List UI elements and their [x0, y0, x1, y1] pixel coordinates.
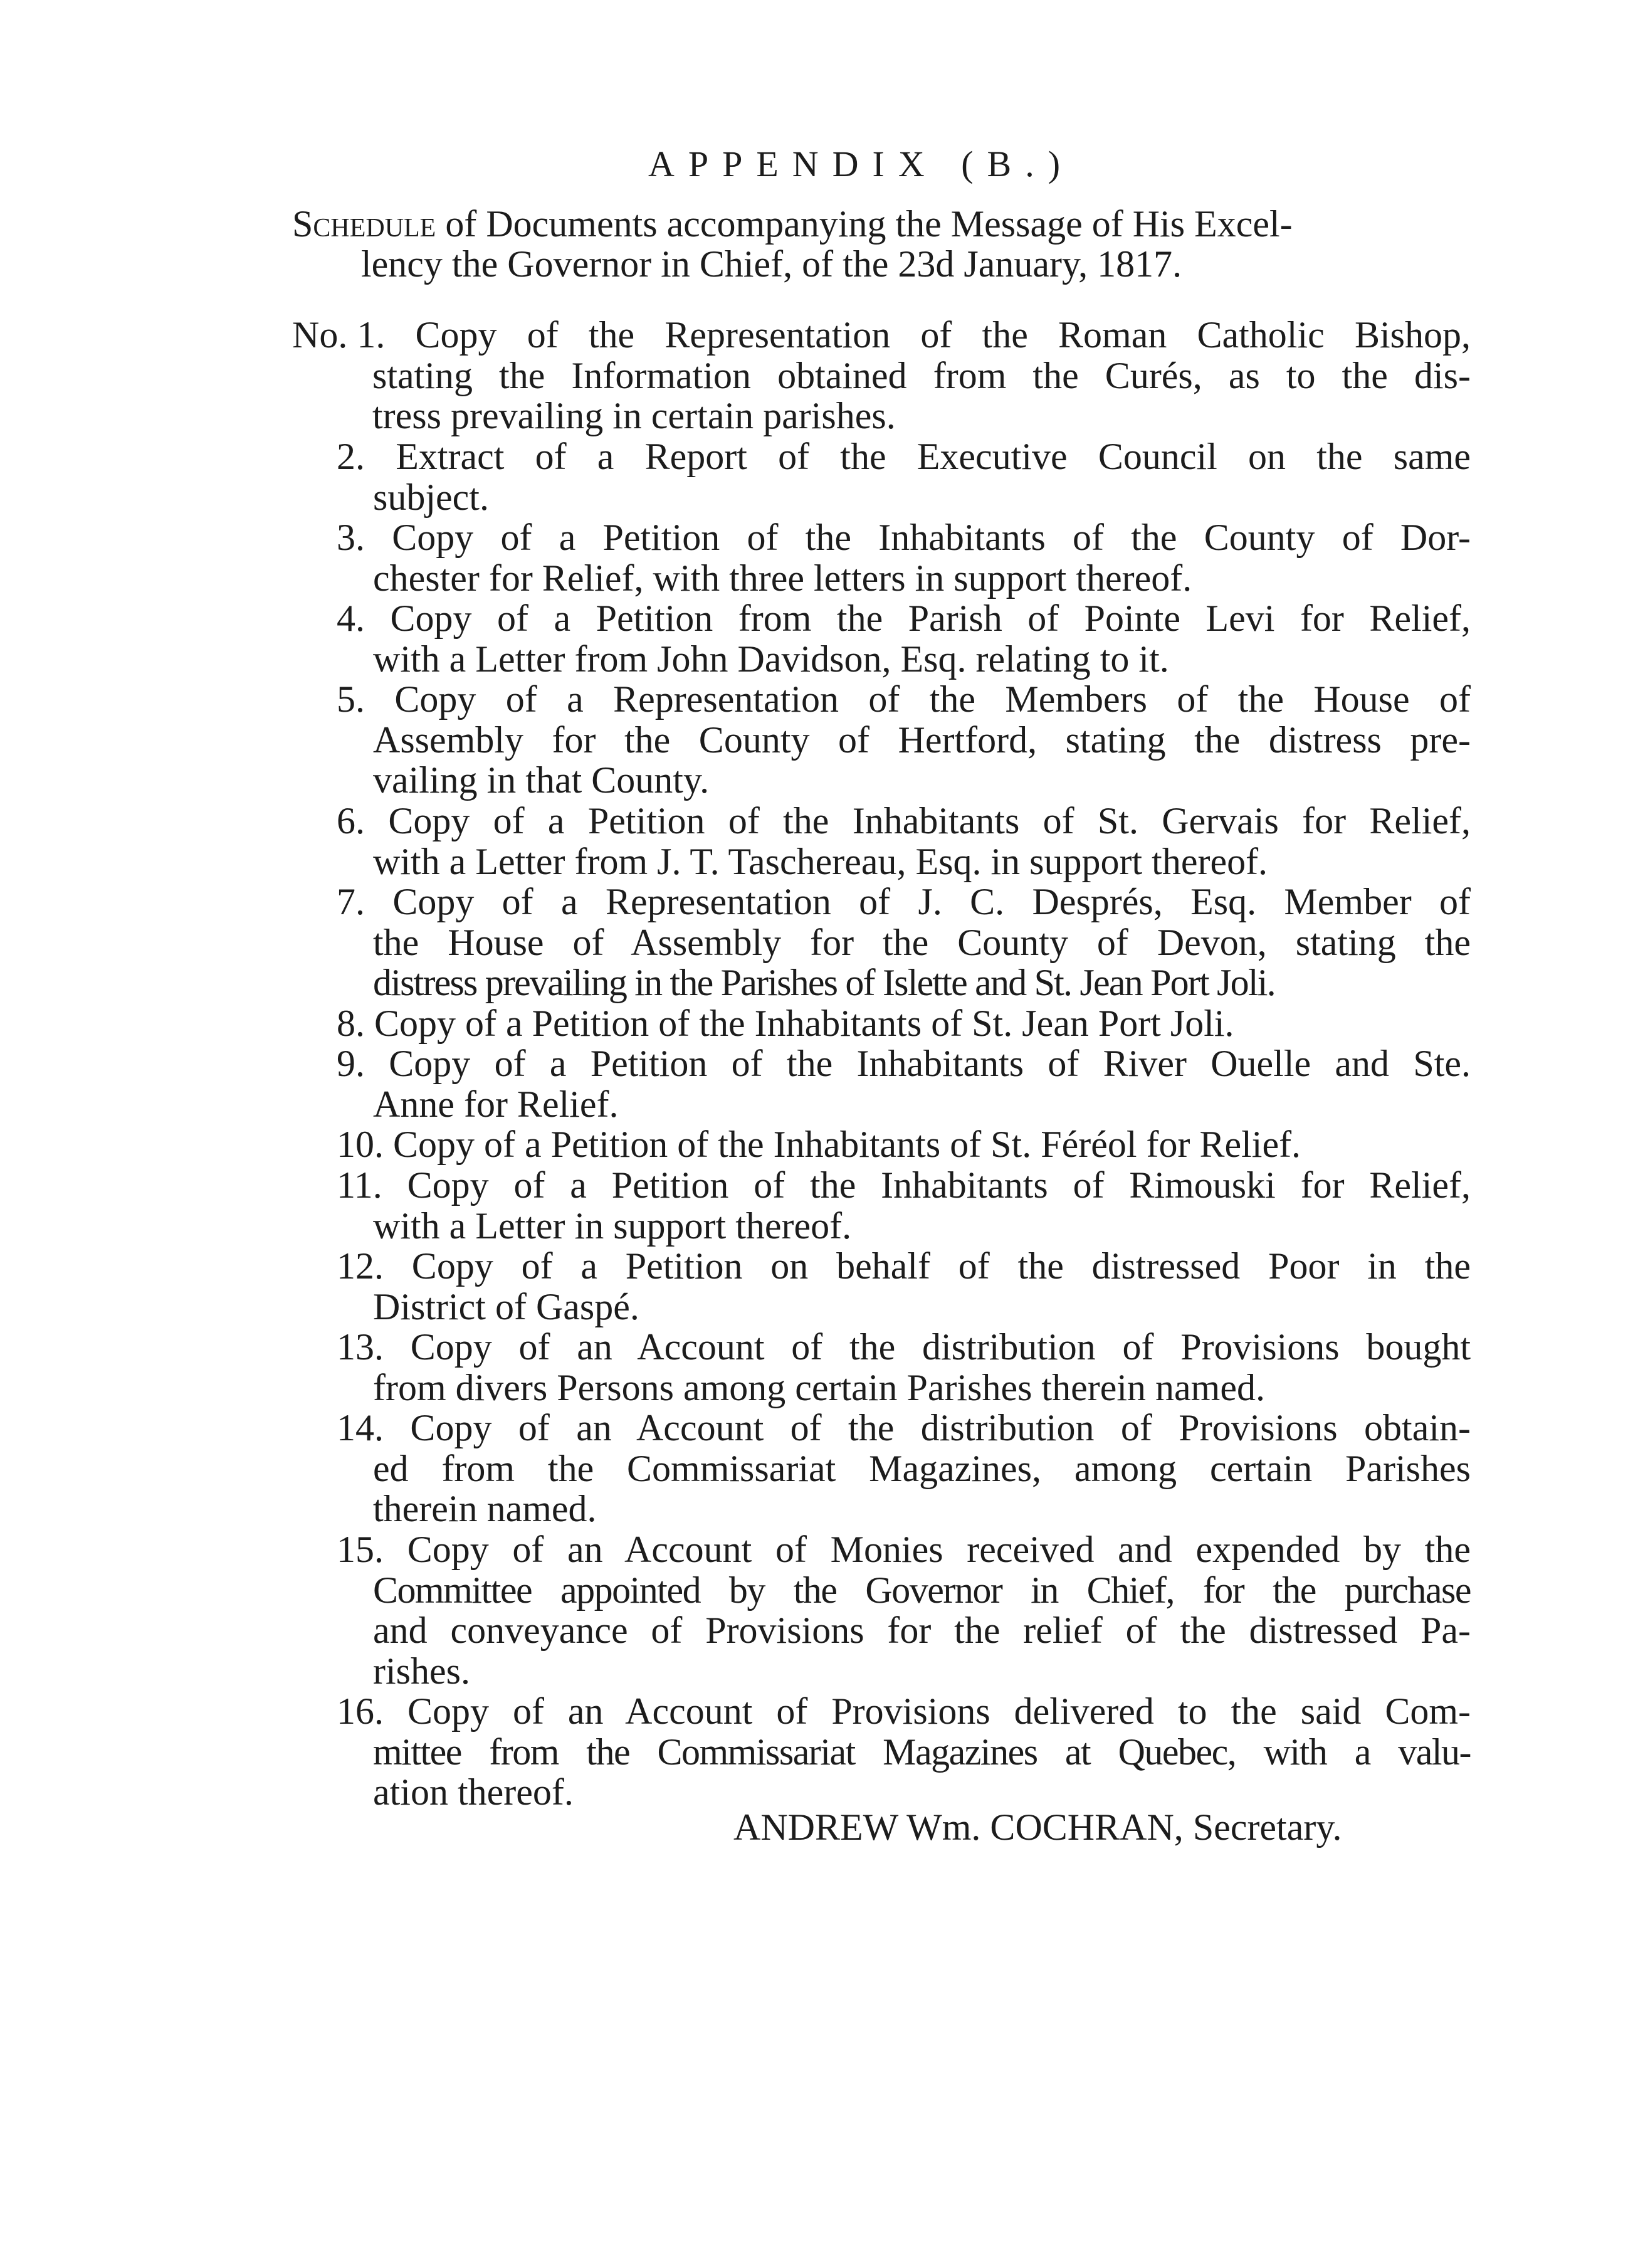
item-line: Anne for Relief. — [373, 1083, 619, 1125]
schedule-item-12 — [337, 1246, 1471, 1327]
item-line — [337, 1043, 1471, 1084]
item-number: 4. — [337, 598, 365, 639]
schedule-item-9 — [337, 1043, 1471, 1124]
item-line: distress prevailing in the Parishes of Islette and St. Jean Port Joli. — [373, 962, 1275, 1003]
item-line: chester for Relief, with three letters in support thereof. — [373, 557, 1192, 599]
item-line — [337, 882, 1471, 922]
schedule-item-7 — [337, 882, 1471, 1003]
item-text: Copy of an Account of Monies received and expended by the — [407, 1529, 1471, 1570]
item-number: 12. — [337, 1245, 384, 1287]
schedule-item-2 — [337, 436, 1471, 517]
schedule-heading — [292, 204, 1471, 284]
item-line: the House of Assembly for the County of Devon, stating the — [373, 921, 1471, 963]
item-text: Copy of a Petition of the Inhabitants of Rimouski for Relief, — [407, 1164, 1471, 1206]
schedule-line-1 — [292, 204, 1471, 244]
item-text: Copy of a Representation of the Members of the House of — [394, 678, 1471, 720]
appendix-title: APPENDIX (B.) — [648, 144, 1074, 184]
item-text: Copy of a Petition of the Inhabitants of St. Gervais for Relief, — [388, 800, 1471, 841]
item-line — [337, 1327, 1471, 1368]
item-line — [337, 679, 1471, 720]
item-line: therein named. — [373, 1488, 597, 1529]
item-line — [337, 598, 1471, 639]
item-line — [337, 1246, 1471, 1287]
schedule-line-1-text: of Documents accompanying the Message of His Excel- — [436, 203, 1293, 245]
item-text: Copy of the Representation of the Roman Catholic Bishop, — [415, 314, 1471, 356]
item-text: Extract of a Report of the Executive Council on the same — [396, 436, 1471, 477]
schedule-item-5 — [337, 679, 1471, 801]
schedule-item-4 — [337, 598, 1471, 679]
item-number: 5. — [337, 678, 365, 720]
item-line: vailing in that County. — [373, 759, 710, 801]
item-line — [292, 315, 1471, 356]
item-line: District of Gaspé. — [373, 1285, 639, 1327]
item-line: tress prevailing in certain parishes. — [372, 395, 896, 436]
item-number: 16. — [337, 1690, 384, 1732]
item-line — [337, 1529, 1471, 1570]
item-line — [337, 1124, 1471, 1165]
item-line — [337, 1165, 1471, 1206]
item-text: Copy of an Account of the distribution of Provisions obtain- — [410, 1407, 1471, 1448]
item-number: 2. — [337, 436, 365, 477]
item-line: from divers Persons among certain Parishes therein named. — [373, 1366, 1265, 1408]
item-line — [337, 1003, 1471, 1044]
item-line — [337, 517, 1471, 558]
item-text: Copy of a Representation of J. C. Després, Esq. Member of — [392, 881, 1471, 922]
item-number: 3. — [337, 517, 365, 558]
item-line: stating the Information obtained from the Curés, as to the dis- — [372, 354, 1471, 396]
item-line — [337, 801, 1471, 841]
item-line: ed from the Commissariat Magazines, among certain Parishes — [373, 1447, 1471, 1489]
item-line: with a Letter in support thereof. — [373, 1205, 852, 1247]
schedule-item-6 — [337, 801, 1471, 882]
item-number: 8. — [337, 1003, 365, 1044]
item-line: with a Letter from John Davidson, Esq. relating to it. — [373, 638, 1169, 680]
schedule-item-13 — [337, 1327, 1471, 1408]
schedule-item-15 — [337, 1529, 1471, 1691]
item-text: Copy of a Petition on behalf of the distressed Poor in the — [411, 1245, 1471, 1287]
item-number: 14. — [337, 1407, 384, 1448]
signature-name: ANDREW Wm. COCHRAN, — [733, 1806, 1184, 1848]
item-line: and conveyance of Provisions for the relief of the distressed Pa- — [373, 1610, 1471, 1651]
item-line: ation thereof. — [373, 1771, 574, 1813]
item-line: subject. — [373, 476, 489, 518]
item-number: 10. — [337, 1124, 384, 1165]
signature-title: Secretary. — [1183, 1806, 1342, 1848]
item-line: Assembly for the County of Hertford, stating the distress pre- — [373, 719, 1471, 761]
item-number: 6. — [337, 800, 365, 841]
item-text: Copy of an Account of the distribution of Provisions bought — [410, 1326, 1471, 1368]
item-line — [337, 1408, 1471, 1448]
schedule-item-1 — [292, 315, 1471, 436]
item-line: with a Letter from J. T. Taschereau, Esq. in support thereof. — [373, 840, 1268, 882]
item-line — [337, 1691, 1471, 1732]
schedule-item-3 — [337, 517, 1471, 598]
item-number: 13. — [337, 1326, 384, 1368]
item-line — [337, 436, 1471, 477]
item-text: Copy of a Petition of the Inhabitants of the County of Dor- — [392, 517, 1471, 558]
item-text: Copy of a Petition of the Inhabitants of St. Féréol for Relief. — [393, 1124, 1301, 1165]
schedule-item-16 — [337, 1691, 1471, 1813]
item-line: rishes. — [373, 1650, 470, 1692]
schedule-item-8 — [337, 1003, 1471, 1044]
schedule-item-10 — [337, 1124, 1471, 1165]
signature — [733, 1807, 1342, 1847]
schedule-lead-word: Schedule — [292, 203, 436, 245]
item-text: Copy of a Petition from the Parish of Pointe Levi for Relief, — [390, 598, 1471, 639]
item-text: Copy of an Account of Provisions delivered to the said Com- — [407, 1690, 1471, 1732]
schedule-line-2: lency the Governor in Chief, of the 23d January, 1817. — [361, 243, 1182, 285]
schedule-item-11 — [337, 1165, 1471, 1246]
item-number: 15. — [337, 1529, 384, 1570]
item-number: 7. — [337, 881, 365, 922]
item-number: 9. — [337, 1043, 365, 1084]
item-line: mittee from the Commissariat Magazines at Quebec, with a valu- — [373, 1731, 1471, 1773]
item-text: Copy of a Petition of the Inhabitants of River Ouelle and Ste. — [389, 1043, 1471, 1084]
item-number: 11. — [337, 1164, 382, 1206]
item-text: Copy of a Petition of the Inhabitants of St. Jean Port Joli. — [374, 1003, 1234, 1044]
schedule-item-14 — [337, 1408, 1471, 1529]
item-number: No. 1. — [292, 314, 386, 356]
item-line: Committee appointed by the Governor in Chief, for the purchase — [373, 1569, 1471, 1611]
